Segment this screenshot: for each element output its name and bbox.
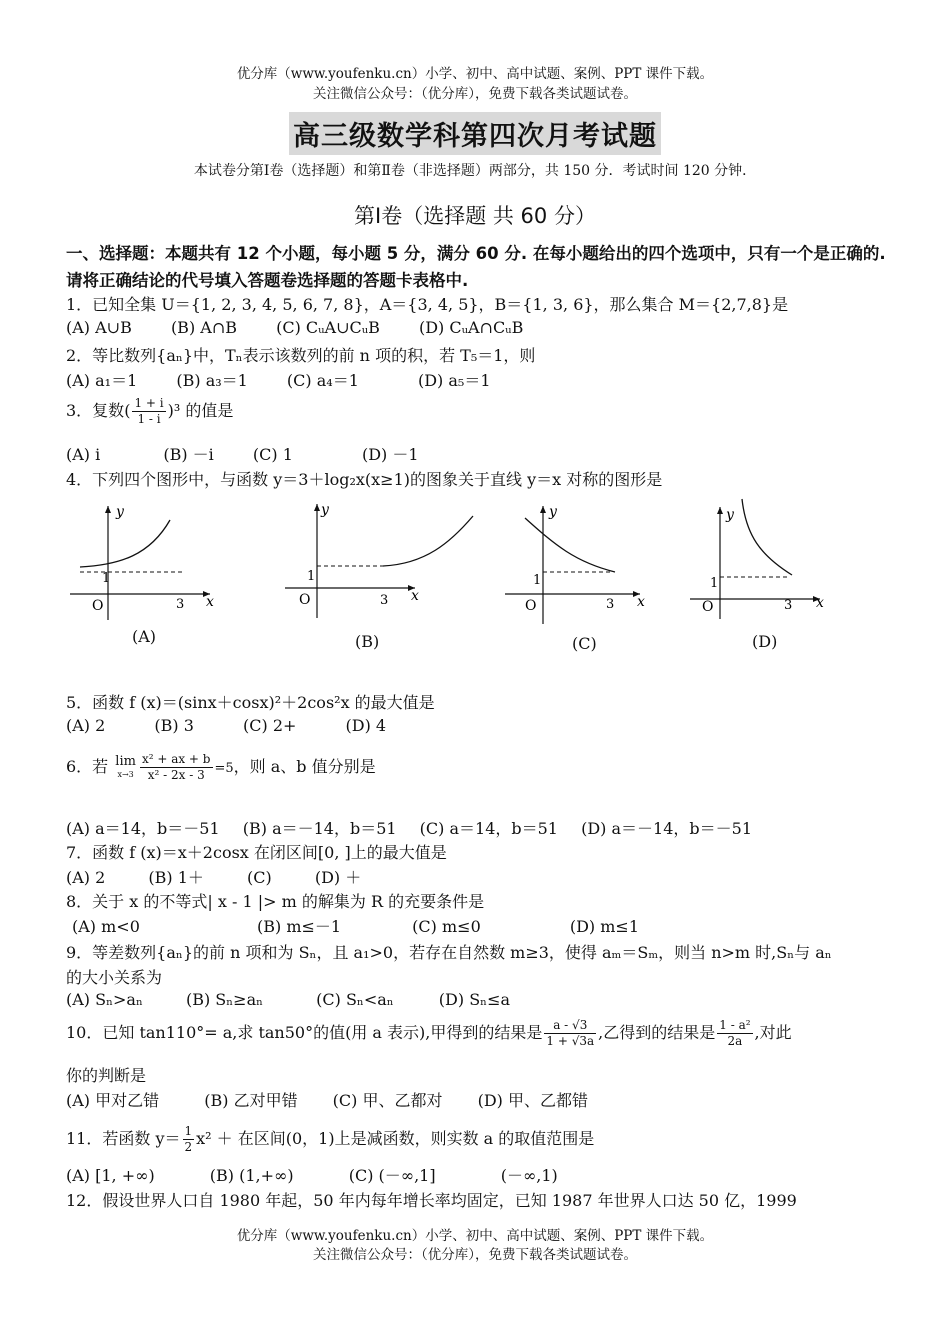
q9-option-a: (A) Sₙ>aₙ [66,990,143,1009]
q3-option-b: (B) －i [163,445,214,464]
q2-option-b: (B) a₃＝1 [176,371,248,390]
q10-fraction-yi: $\frac{\text{1 - a²}}{2a}$ [719,1018,751,1048]
graph-d [690,495,835,620]
question-9-stem-line-1: 9．等差数列{aₙ}的前 n 项和为 Sₙ，且 a₁>0，若存在自然数 m≥3，使得 aₘ＝Sₘ，则当 n>m 时,Sₙ与 aₙ [66,943,832,962]
header-line-1: 优分库（www.youfenku.cn）小学、初中、高中试题、案例、PPT 课件下载。 [236,66,714,82]
q10-fraction-jia: $\frac{a - √3}{1 + √3a}$ [546,1018,595,1048]
question-5-stem: 5．函数 f (x)＝(sinx＋cosx)²＋2cos²x 的最大值是 [66,693,435,712]
q8-option-a: (A) m<0 [72,917,140,936]
graph-b-origin: O [299,592,311,608]
q2-option-a: (A) a₁＝1 [66,371,138,390]
graph-d-origin: O [702,599,714,615]
question-7-options [66,865,395,888]
part-one-heading: 第Ⅰ卷（选择题 共 60 分） [354,204,596,228]
graph-a-y-label: y [116,504,124,520]
q8-option-d: (D) m≤1 [569,917,639,936]
graph-d-x-label: x [816,595,824,611]
graph-c-three: 3 [606,597,615,612]
q9-option-d: (D) Sₙ≤a [438,990,511,1009]
question-6-stem: 6．若 lim x→3 $\frac{\text{x² + ax + b}}{\text{x² - 2x - 3}}$ =5，则 a、b 值分别是 [66,752,376,782]
graph-a-one: 1 [102,571,111,586]
question-10-stem: 10．已知 tan110°= a,求 tan50°的值(用 a 表示),甲得到的结果是 $\frac{a - √3}{1 + √3a}$ ,乙得到的结果是 $\frac{\text{1 - a²}}{2a}$ ,对此 [66,1018,792,1048]
question-2-options [66,368,525,391]
graph-a-x-label: x [206,594,214,610]
graph-a [70,500,230,625]
question-11-options [66,1163,592,1186]
q1-option-c: (C) CᵤA∪CᵤB [276,318,380,337]
q5-option-d: (D) 4 [345,716,387,735]
q10-option-a: (A) 甲对乙错 [66,1091,160,1110]
q11-option-c: (C) (－∞,1] [348,1166,436,1185]
q8-option-b: (B) m≤－1 [256,917,342,936]
footer-line-1: 优分库（www.youfenku.cn）小学、初中、高中试题、案例、PPT 课件下载。 [236,1228,714,1244]
graph-d-y-label: y [726,507,734,523]
q3-option-a: (A) i [66,445,101,464]
question-8-options [72,914,673,937]
q6-option-c: (C) a＝14，b＝51 [419,819,558,838]
q5-option-a: (A) 2 [66,716,106,735]
q1-option-a: (A) A∪B [66,318,132,337]
graph-c-y-label: y [549,504,557,520]
q10-option-c: (C) 甲、乙都对 [332,1091,443,1110]
q11-option-d: (－∞,1) [500,1166,558,1185]
graph-b-label: (B) [355,632,380,651]
graph-c [505,500,655,630]
footer-line-2: 关注微信公众号：（优分库），免费下载各类试题试卷。 [313,1247,637,1263]
question-9-stem-line-2: 的大小关系为 [66,968,163,987]
q3-fraction: $\frac{1 + i}{1 - i}$ [134,396,164,426]
q10-option-d: (D) 甲、乙都错 [477,1091,588,1110]
graph-c-origin: O [525,598,537,614]
q1-option-b: (B) A∩B [170,318,237,337]
graph-d-one: 1 [710,576,719,591]
q9-option-c: (C) Sₙ<aₙ [316,990,394,1009]
question-3-options [66,442,453,465]
question-2-stem: 2．等比数列{aₙ}中，Tₙ表示该数列的前 n 项的积，若 T₅＝1，则 [66,346,536,365]
graph-b-one: 1 [307,569,316,584]
q7-option-b: (B) 1＋ [148,868,204,887]
graph-c-one: 1 [533,573,542,588]
q5-option-b: (B) 3 [154,716,194,735]
q7-option-c: (C) [247,868,272,887]
graph-a-label: (A) [132,627,157,646]
question-7-stem: 7．函数 f (x)＝x＋2cosx 在闭区间[0, ]上的最大值是 [66,843,447,862]
graph-c-label: (C) [572,634,597,653]
page-title: 高三级数学科第四次月考试题 [0,112,950,155]
q3-option-d: (D) －1 [361,445,419,464]
question-1-options [66,318,557,337]
graph-b-three: 3 [380,593,389,608]
question-10-stem-line-2: 你的判断是 [66,1066,147,1085]
q6-fraction: $\frac{\text{x² + ax + b}}{\text{x² - 2x - 3}}$ [141,752,211,782]
question-9-options [66,990,544,1009]
header-line-2: 关注微信公众号：（优分库），免费下载各类试题试卷。 [313,86,637,102]
q6-option-d: (D) a＝－14，b＝－51 [581,819,752,838]
q7-option-a: (A) 2 [66,868,106,887]
question-5-options [66,716,420,735]
question-12-stem: 12．假设世界人口自 1980 年起，50 年内每年增长率均固定，已知 1987 年世界人口达 50 亿，1999 [66,1191,797,1210]
q3-option-c: (C) 1 [252,445,293,464]
question-8-stem: 8．关于 x 的不等式| x - 1 |> m 的解集为 R 的充要条件是 [66,892,485,911]
graph-c-x-label: x [637,594,645,610]
q11-option-b: (B) (1,+∞) [209,1166,294,1185]
q11-fraction: $\frac{1}{2}$ [184,1124,193,1154]
question-3-stem: 3．复数( $\frac{1 + i}{1 - i}$ )³ 的值是 [66,396,234,426]
q2-option-c: (C) a₄＝1 [286,371,359,390]
graph-d-three: 3 [784,598,793,613]
graph-b-y-label: y [321,502,329,518]
q10-option-b: (B) 乙对甲错 [204,1091,298,1110]
graph-b [285,498,480,623]
q6-option-a: (A) a＝14，b＝－51 [66,819,220,838]
q8-option-c: (C) m≤0 [412,917,481,936]
q2-option-d: (D) a₅＝1 [417,371,491,390]
graph-d-label: (D) [752,632,778,651]
question-4-stem: 4．下列四个图形中，与函数 y＝3＋log₂x(x≥1)的图象关于直线 y＝x 对称的图形是 [66,470,663,489]
question-10-options [66,1088,622,1111]
q6-option-b: (B) a＝－14，b＝51 [242,819,397,838]
graph-a-origin: O [92,598,104,614]
section-one-instructions: 一、选择题：本题共有 12 个小题，每小题 5 分，满分 60 分. 在每小题给出的四个选项中，只有一个是正确的. 请将正确结论的代号填入答题卷选择题的答题卡表格中. [66,244,886,290]
q6-limit: lim x→3 [115,753,136,779]
question-11-stem: 11．若函数 y＝ $\frac{1}{2}$ x² ＋ 在区间(0，1)上是减函数，则实数 a 的取值范围是 [66,1124,595,1154]
q11-option-a: (A) [1, +∞) [66,1166,155,1185]
question-6-options [66,816,786,839]
q5-option-c: (C) 2+ [243,716,297,735]
q1-option-d: (D) CᵤA∩CᵤB [418,318,524,337]
exam-intro: 本试卷分第Ⅰ卷（选择题）和第Ⅱ卷（非选择题）两部分，共 150 分．考试时间 120 分钟． [193,163,757,179]
graph-a-three: 3 [176,597,185,612]
q9-option-b: (B) Sₙ≥aₙ [185,990,264,1009]
q7-option-d: (D) ＋ [314,868,362,887]
graph-b-x-label: x [411,588,419,604]
question-1-stem: 1．已知全集 U＝{1, 2, 3, 4, 5, 6, 7, 8}，A＝{3, 4, 5}，B＝{1, 3, 6}，那么集合 M＝{2,7,8}是 [66,295,789,314]
